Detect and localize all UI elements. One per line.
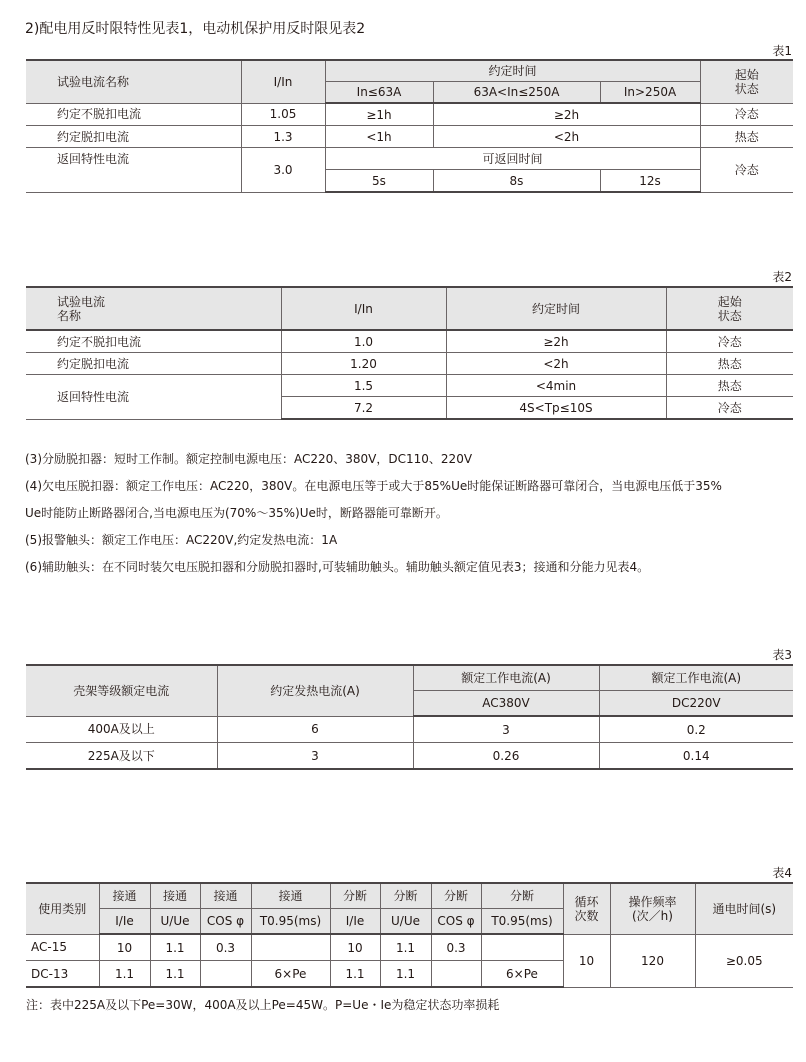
t2-cell-state: 热态: [666, 353, 793, 375]
table2-caption: 表2: [772, 270, 792, 284]
t4-cell-time: ≥0.05: [695, 934, 793, 987]
table-row: [26, 353, 793, 375]
t1-cell-ratio: 3.0: [241, 148, 325, 193]
t1-cell-name: 约定脱扣电流: [26, 126, 241, 148]
t1-cell-state: 冷态: [700, 103, 793, 126]
table-row: [26, 103, 793, 126]
t2-cell-ratio: 1.5: [281, 375, 446, 397]
t4-cell-break: 6×Pe: [481, 961, 563, 988]
t3-cell-frame: 400A及以上: [26, 716, 217, 743]
t3-header-ac-group: 额定工作电流(A): [413, 665, 599, 691]
table-row: [26, 716, 793, 743]
t2-cell-ratio: 1.0: [281, 330, 446, 353]
t1-header-time-col: In>250A: [600, 82, 700, 104]
t2-cell-state: 热态: [666, 375, 793, 397]
t1-header-state: 起始状态: [700, 60, 793, 103]
t2-cell-name: 约定不脱扣电流: [26, 330, 281, 353]
t4-header-make: 接通: [200, 883, 251, 909]
t4-cell-make: 1.1: [150, 961, 200, 988]
t3-cell-dc: 0.2: [599, 716, 793, 743]
t1-cell-time: <2h: [433, 126, 700, 148]
t4-header-break: 分断: [330, 883, 380, 909]
t4-cell-break: [431, 961, 481, 988]
t2-cell-name: 返回特性电流: [26, 375, 281, 420]
t3-cell-thermal: 6: [217, 716, 413, 743]
t2-cell-ratio: 1.20: [281, 353, 446, 375]
t4-header-time: 通电时间(s): [695, 883, 793, 934]
t4-cell-cycles: 10: [563, 934, 610, 987]
t4-header-sub: T0.95(ms): [251, 909, 330, 935]
t4-cell-break: [481, 934, 563, 961]
t4-header-sub: U/Ue: [150, 909, 200, 935]
t4-cell-break: 1.1: [380, 961, 431, 988]
t4-cell-break: 1.1: [330, 961, 380, 988]
t1-header-time-group: 约定时间: [325, 60, 700, 82]
t3-header-thermal: 约定发热电流(A): [217, 665, 413, 716]
t2-cell-ratio: 7.2: [281, 397, 446, 420]
t1-header-ratio: I/In: [241, 60, 325, 103]
table-row: [26, 743, 793, 770]
t4-cell-break: 1.1: [380, 934, 431, 961]
t1-cell-time: 12s: [600, 170, 700, 193]
t1-cell-time: 5s: [325, 170, 433, 193]
t4-header-make: 接通: [99, 883, 150, 909]
table4-caption: 表4: [772, 866, 792, 880]
t3-header-frame: 壳架等级额定电流: [26, 665, 217, 716]
table-row: [26, 126, 793, 148]
paragraph-alarm-contact: (5)报警触头：额定工作电压：AC220V,约定发热电流：1A: [25, 533, 338, 547]
t1-cell-subheader: 可返回时间: [325, 148, 700, 170]
table3-caption: 表3: [772, 648, 792, 662]
table2: [26, 286, 793, 420]
t1-header-name: 试验电流名称: [26, 60, 241, 103]
t4-header-break: 分断: [380, 883, 431, 909]
table1: [26, 59, 793, 193]
t4-header-freq: 操作频率(次／h): [610, 883, 695, 934]
t4-cell-category: DC-13: [26, 961, 99, 988]
t4-cell-make: 0.3: [200, 934, 251, 961]
t4-cell-freq: 120: [610, 934, 695, 987]
t4-header-sub: I/Ie: [99, 909, 150, 935]
t2-header-name: 试验电流名称: [26, 287, 281, 330]
t4-cell-make: 1.1: [99, 961, 150, 988]
table4: [26, 882, 793, 988]
t2-cell-state: 冷态: [666, 330, 793, 353]
t1-cell-name: 返回特性电流: [26, 148, 241, 193]
t3-cell-thermal: 3: [217, 743, 413, 770]
table-row: [26, 148, 793, 170]
t4-cell-make: 1.1: [150, 934, 200, 961]
t4-header-sub: COS φ: [200, 909, 251, 935]
t1-cell-ratio: 1.05: [241, 103, 325, 126]
t3-cell-dc: 0.14: [599, 743, 793, 770]
t4-cell-break: 10: [330, 934, 380, 961]
t4-header-make: 接通: [150, 883, 200, 909]
table3: [26, 664, 793, 770]
paragraph-undervoltage-release-cont: Ue时能防止断路器闭合,当电源电压为(70%～35%)Ue时，断路器能可靠断开。: [25, 506, 448, 520]
t1-cell-time: ≥2h: [433, 103, 700, 126]
t4-cell-category: AC-15: [26, 934, 99, 961]
t4-header-sub: COS φ: [431, 909, 481, 935]
t2-header-state: 起始状态: [666, 287, 793, 330]
paragraph-undervoltage-release: (4)欠电压脱扣器：额定工作电压：AC220，380V。在电源电压等于或大于85%Ue时能保证断路器可靠闭合，当电源电压低于35%: [25, 479, 722, 493]
t2-cell-state: 冷态: [666, 397, 793, 420]
table-row: [26, 330, 793, 353]
t3-cell-ac: 0.26: [413, 743, 599, 770]
t2-cell-time: <2h: [446, 353, 666, 375]
t2-header-time: 约定时间: [446, 287, 666, 330]
t1-cell-time: 8s: [433, 170, 600, 193]
paragraph-auxiliary-contact: (6)辅助触头：在不同时装欠电压脱扣器和分励脱扣器时,可装辅助触头。辅助触头额定值见表3；接通和分能力见表4。: [25, 560, 650, 574]
t4-header-break: 分断: [481, 883, 563, 909]
t1-header-time-col: 63A<In≤250A: [433, 82, 600, 104]
t4-header-sub: T0.95(ms): [481, 909, 563, 935]
t4-header-cycles: 循环次数: [563, 883, 610, 934]
section-heading: 2)配电用反时限特性见表1，电动机保护用反时限见表2: [25, 21, 366, 37]
t4-cell-make: 6×Pe: [251, 961, 330, 988]
t1-cell-name: 约定不脱扣电流: [26, 103, 241, 126]
t1-cell-ratio: 1.3: [241, 126, 325, 148]
t3-cell-ac: 3: [413, 716, 599, 743]
t4-header-category: 使用类别: [26, 883, 99, 934]
t2-cell-time: 4S<Tp≤10S: [446, 397, 666, 420]
t4-cell-break: 0.3: [431, 934, 481, 961]
t3-header-ac: AC380V: [413, 691, 599, 717]
t1-cell-state: 热态: [700, 126, 793, 148]
t4-cell-make: 10: [99, 934, 150, 961]
t4-header-sub: U/Ue: [380, 909, 431, 935]
t2-header-ratio: I/In: [281, 287, 446, 330]
t4-header-make: 接通: [251, 883, 330, 909]
table4-footnote: 注：表中225A及以下Pe=30W，400A及以上Pe=45W。P=Ue・Ie为稳定状态功率损耗: [26, 998, 500, 1012]
table-row: [26, 375, 793, 397]
paragraph-shunt-release: (3)分励脱扣器：短时工作制。额定控制电源电压：AC220、380V，DC110、220V: [25, 452, 473, 466]
t4-header-break: 分断: [431, 883, 481, 909]
t3-header-dc-group: 额定工作电流(A): [599, 665, 793, 691]
t1-cell-time: <1h: [325, 126, 433, 148]
t3-header-dc: DC220V: [599, 691, 793, 717]
table-row: [26, 934, 793, 961]
t2-cell-time: <4min: [446, 375, 666, 397]
t1-header-time-col: In≤63A: [325, 82, 433, 104]
t4-cell-make: [200, 961, 251, 988]
t1-cell-state: 冷态: [700, 148, 793, 193]
t3-cell-frame: 225A及以下: [26, 743, 217, 770]
t4-cell-make: [251, 934, 330, 961]
t4-header-sub: I/Ie: [330, 909, 380, 935]
t2-cell-time: ≥2h: [446, 330, 666, 353]
table1-caption: 表1: [772, 44, 792, 58]
t2-cell-name: 约定脱扣电流: [26, 353, 281, 375]
t1-cell-time: ≥1h: [325, 103, 433, 126]
